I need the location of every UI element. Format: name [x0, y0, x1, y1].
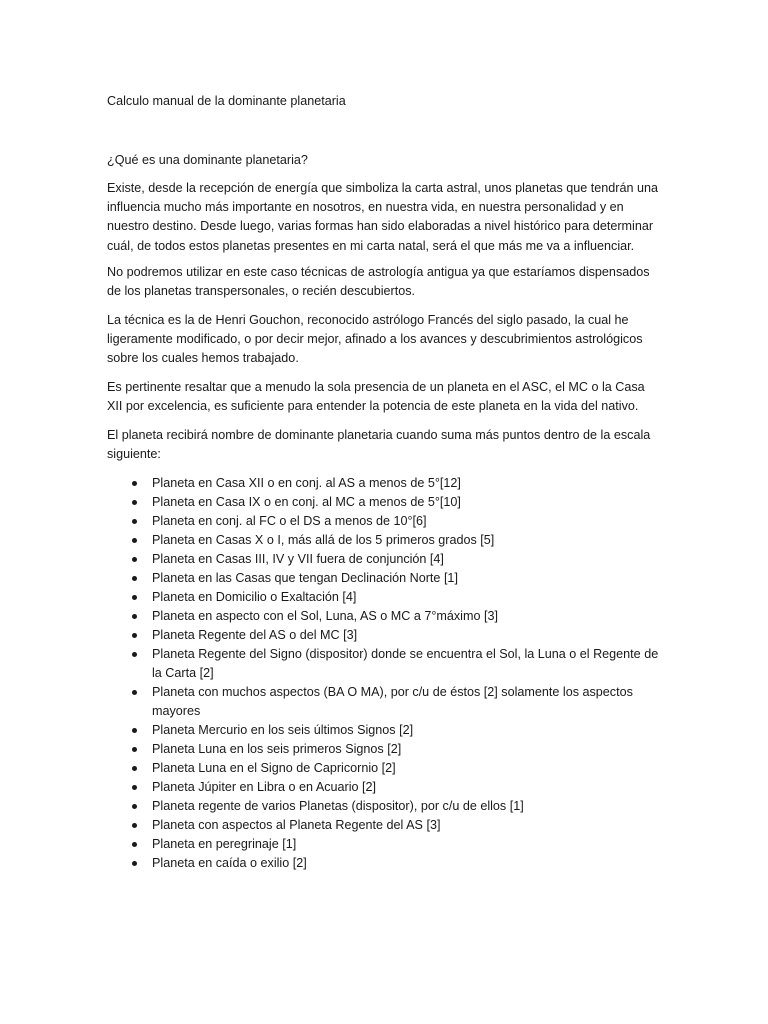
bullet-icon [132, 633, 137, 638]
list-item: Planeta Júpiter en Libra o en Acuario [2] [107, 778, 663, 797]
paragraph-existe: Existe, desde la recepción de energía que simboliza la carta astral, unos planetas que tendrán una influencia mucho más importante en nosotros, en nuestra vida, en nuestra personalidad y en nuestro destino. Desde luego, varias formas han sido elaboradas a nivel histórico para determinar cuál, de todos estos planetas presentes en mi carta natal, será el que más me va a influenciar. [107, 181, 658, 253]
list-item: Planeta en aspecto con el Sol, Luna, AS o MC a 7°máximo [3] [107, 607, 663, 626]
paragraph-no-podremos: No podremos utilizar en este caso técnicas de astrología antigua ya que estaríamos dispensados de los planetas transpersonales, o recién descubiertos. [107, 265, 650, 299]
bullet-icon [132, 785, 137, 790]
bullet-icon [132, 804, 137, 809]
list-item: Planeta en Casas X o I, más allá de los 5 primeros grados [5] [107, 531, 663, 550]
section-heading: ¿Qué es una dominante planetaria? [107, 153, 308, 167]
scoring-list [107, 474, 663, 873]
list-item: Planeta en Domicilio o Exaltación [4] [107, 588, 663, 607]
list-item: Planeta Regente del AS o del MC [3] [107, 626, 663, 645]
bullet-icon [132, 652, 137, 657]
bullet-icon [132, 595, 137, 600]
bullet-icon [132, 747, 137, 752]
bullet-icon [132, 842, 137, 847]
list-item: Planeta regente de varios Planetas (dispositor), por c/u de ellos [1] [107, 797, 663, 816]
bullet-icon [132, 519, 137, 524]
list-item: Planeta con aspectos al Planeta Regente del AS [3] [107, 816, 663, 835]
list-item: Planeta en peregrinaje [1] [107, 835, 663, 854]
list-item: Planeta en caída o exilio [2] [107, 854, 663, 873]
list-item: Planeta en Casa IX o en conj. al MC a menos de 5°[10] [107, 493, 663, 512]
list-item: Planeta Luna en los seis primeros Signos [2] [107, 740, 663, 759]
paragraph-pertinente: Es pertinente resaltar que a menudo la sola presencia de un planeta en el ASC, el MC o la Casa XII por excelencia, es suficiente para entender la potencia de este planeta en la vida del nativo. [107, 380, 645, 414]
list-item: Planeta con muchos aspectos (BA O MA), por c/u de éstos [2] solamente los aspectos mayores [107, 683, 663, 721]
bullet-icon [132, 538, 137, 543]
bullet-icon [132, 861, 137, 866]
list-item: Planeta Mercurio en los seis últimos Signos [2] [107, 721, 663, 740]
paragraph-escala: El planeta recibirá nombre de dominante planetaria cuando suma más puntos dentro de la escala siguiente: [107, 428, 651, 462]
list-item: Planeta en Casas III, IV y VII fuera de conjunción [4] [107, 550, 663, 569]
paragraph-tecnica: La técnica es la de Henri Gouchon, reconocido astrólogo Francés del siglo pasado, la cual he ligeramente modificado, o por decir mejor, afinado a los avances y descubrimientos astrológicos sobre los cuales hemos trabajado. [107, 313, 643, 366]
bullet-icon [132, 614, 137, 619]
bullet-icon [132, 690, 137, 695]
list-item: Planeta Regente del Signo (dispositor) donde se encuentra el Sol, la Luna o el Regente de la Carta [2] [107, 645, 663, 683]
document-title: Calculo manual de la dominante planetaria [107, 94, 346, 108]
list-item: Planeta Luna en el Signo de Capricornio [2] [107, 759, 663, 778]
bullet-icon [132, 728, 137, 733]
bullet-icon [132, 481, 137, 486]
bullet-icon [132, 500, 137, 505]
bullet-icon [132, 823, 137, 828]
document-page [107, 92, 663, 870]
list-item: Planeta en conj. al FC o el DS a menos de 10°[6] [107, 512, 663, 531]
list-item: Planeta en Casa XII o en conj. al AS a menos de 5°[12] [107, 474, 663, 493]
bullet-icon [132, 557, 137, 562]
list-item: Planeta en las Casas que tengan Declinación Norte [1] [107, 569, 663, 588]
bullet-icon [132, 576, 137, 581]
bullet-icon [132, 766, 137, 771]
